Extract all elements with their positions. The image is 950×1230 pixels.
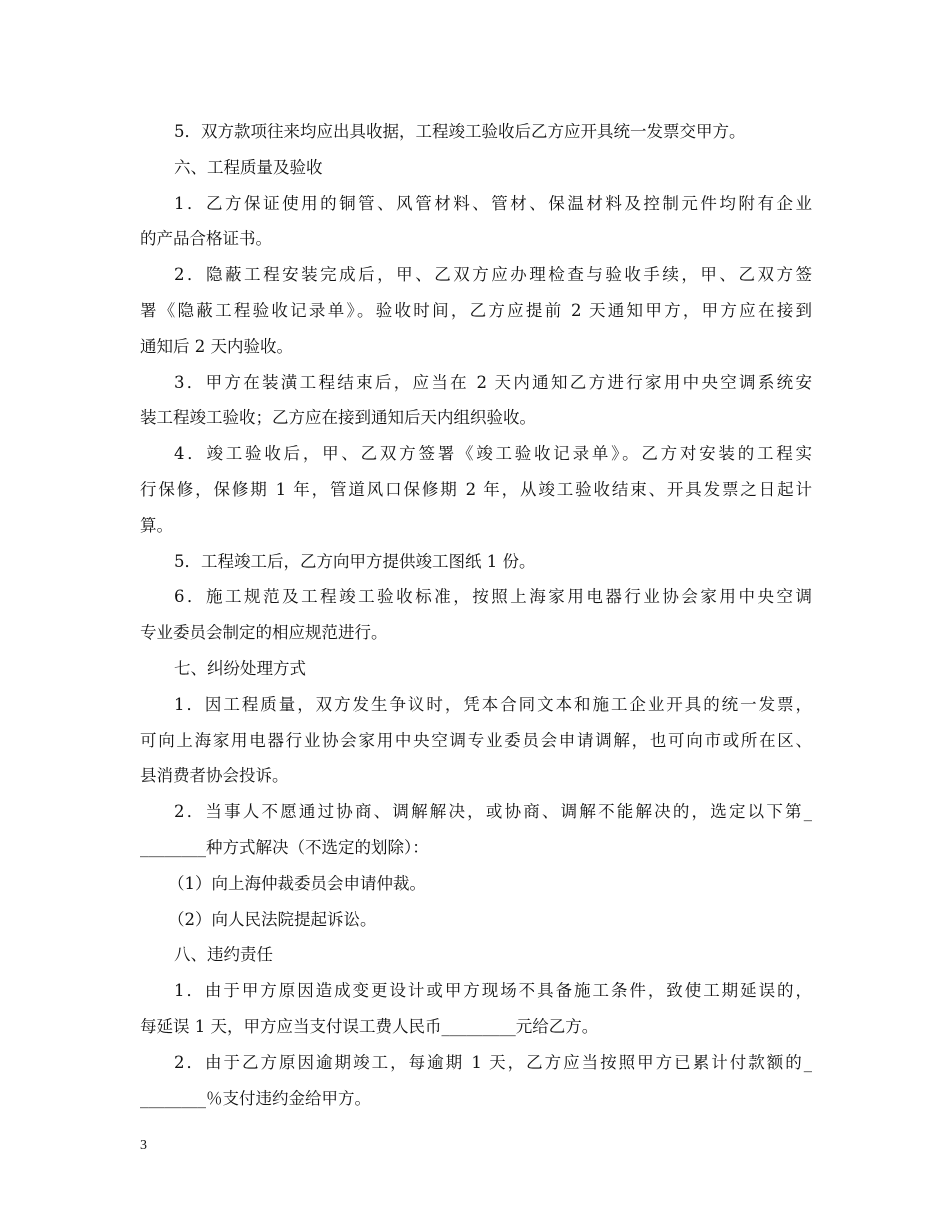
- para-line: （2）向人民法院提起诉讼。: [168, 909, 377, 929]
- para-line: 2．由于乙方原因逾期竣工，每逾期 1 天，乙方应当按照甲方已累计付款额的_: [174, 1052, 812, 1072]
- para-line: 行保修，保修期 1 年，管道风口保修期 2 年，从竣工验收结束、开具发票之日起计: [140, 479, 812, 499]
- para-line: 1．因工程质量，双方发生争议时，凭本合同文本和施工企业开具的统一发票，: [174, 694, 812, 714]
- para-line: 县消费者协会投诉。: [140, 766, 289, 786]
- para-line: 4．竣工验收后，甲、乙双方签署《竣工验收记录单》。乙方对安装的工程实: [174, 444, 812, 464]
- para-line: 的产品合格证书。: [140, 229, 272, 249]
- para-line: 算。: [140, 515, 173, 535]
- section-heading: 六、工程质量及验收: [174, 157, 323, 177]
- para-line: 署《隐蔽工程验收记录单》。验收时间，乙方应提前 2 天通知甲方，甲方应在接到: [140, 300, 812, 320]
- section-heading: 七、纠纷处理方式: [174, 658, 306, 678]
- para-line: 5．工程竣工后，乙方向甲方提供竣工图纸 1 份。: [174, 551, 536, 571]
- page-number: 3: [140, 1138, 147, 1153]
- para-line: 5．双方款项往来均应出具收据，工程竣工验收后乙方应开具统一发票交甲方。: [174, 122, 746, 141]
- para-line: 2．隐蔽工程安装完成后，甲、乙双方应办理检查与验收手续，甲、乙双方签: [174, 265, 812, 285]
- section-heading: 八、违约责任: [174, 945, 273, 965]
- para-line: ________％支付违约金给甲方。: [140, 1088, 371, 1108]
- para-line: 1．乙方保证使用的铜管、风管材料、管材、保温材料及控制元件均附有企业: [174, 193, 812, 213]
- para-line: 每延误 1 天，甲方应当支付误工费人民币_________元给乙方。: [140, 1016, 599, 1036]
- para-line: 1．由于甲方原因造成变更设计或甲方现场不具备施工条件，致使工期延误的，: [174, 981, 812, 1001]
- para-line: 3．甲方在装潢工程结束后，应当在 2 天内通知乙方进行家用中央空调系统安: [174, 372, 812, 392]
- para-line: （1）向上海仲裁委员会申请仲裁。: [168, 873, 426, 893]
- para-line: 通知后 2 天内验收。: [140, 336, 293, 356]
- para-line: 可向上海家用电器行业协会家用中央空调专业委员会申请调解，也可向市或所在区、: [140, 730, 812, 750]
- para-line: 专业委员会制定的相应规范进行。: [140, 623, 388, 643]
- para-line: 6．施工规范及工程竣工验收标准，按照上海家用电器行业协会家用中央空调: [174, 587, 812, 607]
- para-line: 装工程竣工验收；乙方应在接到通知后天内组织验收。: [140, 408, 536, 428]
- para-line: ________种方式解决（不选定的划除）：: [140, 837, 429, 857]
- para-line: 2．当事人不愿通过协商、调解解决，或协商、调解不能解决的，选定以下第_: [174, 802, 812, 822]
- contract-text: [140, 114, 812, 1116]
